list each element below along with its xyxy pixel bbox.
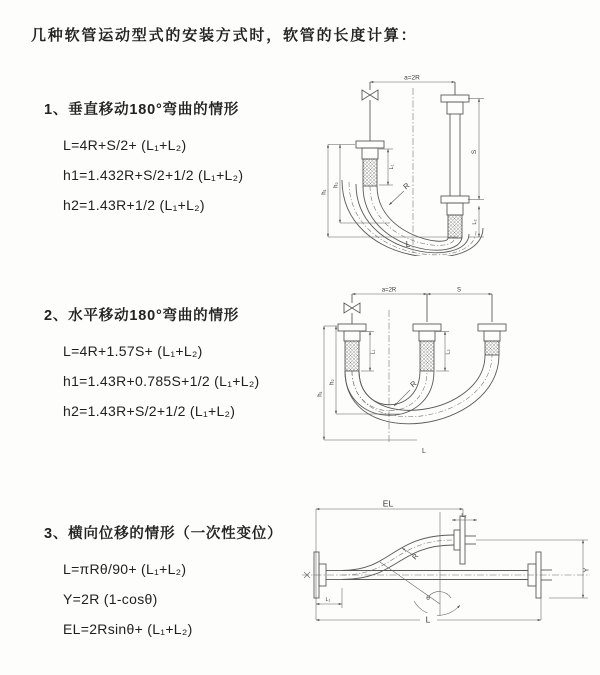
middle-pipe (413, 294, 441, 371)
formula-line: Y=2R (1-cosθ) (63, 591, 158, 607)
right-pipe (478, 294, 506, 355)
valve-icon (344, 303, 360, 313)
formula-line: h2=1.43R+S/2+1/2 (L₁+L₂) (63, 403, 236, 419)
dim-s-label: S (471, 149, 478, 155)
displaced-s-hose (342, 516, 476, 580)
formula-line: L=πRθ/90+ (L₁+L₂) (63, 561, 187, 577)
section-1-heading: 1、垂直移动180°弯曲的情形 (44, 102, 240, 118)
angle-label: θ (426, 595, 430, 602)
angle-construction (380, 512, 460, 616)
page-title: 几种软管运动型式的安装方式时，软管的长度计算： (31, 27, 418, 44)
dim-a2r-label: a=2R (381, 287, 397, 294)
diagram-lateral-displacement (300, 500, 595, 632)
length-label: L (422, 448, 426, 455)
dim-l1-label: L₁ (389, 164, 395, 170)
dimension-lines (316, 509, 588, 620)
section-1 (44, 100, 319, 220)
dimension-lines (328, 82, 484, 237)
formula-line: EL=2Rsinθ+ (L₁+L₂) (63, 621, 193, 637)
dim-l1-label: L₁ (325, 597, 331, 603)
dim-y-label: Y (583, 567, 591, 573)
dimension-labels (326, 500, 591, 625)
dim-l2-label: L₂ (472, 219, 478, 225)
section-3 (44, 524, 319, 644)
formula-line: h1=1.43R+0.785S+1/2 (L₁+L₂) (63, 373, 260, 389)
length-label: L (405, 240, 411, 249)
dim-h2-label: h₂ (333, 182, 340, 188)
radius-label: R (411, 552, 421, 562)
formula-line: L=4R+1.57S+ (L₁+L₂) (63, 343, 203, 359)
dim-l2-label: L₂ (461, 513, 467, 519)
formula-line: h1=1.432R+S/2+1/2 (L₁+L₂) (63, 167, 244, 183)
dim-s-label: S (456, 287, 462, 294)
left-pipe (356, 82, 384, 186)
dim-h1-label: h₁ (317, 391, 324, 397)
dim-el-label: EL (382, 500, 394, 509)
section-3-heading: 3、横向位移的情形（一次性变位） (44, 526, 283, 542)
right-pipe (441, 82, 469, 238)
horizontal-bend-drawing (312, 282, 532, 460)
valve-icon (362, 90, 378, 100)
diagram-horizontal-bend (312, 282, 532, 460)
lateral-displacement-drawing (300, 500, 595, 632)
dim-l1-label: L₁ (370, 349, 377, 355)
section-2 (44, 306, 319, 426)
left-pipe (338, 294, 366, 371)
vertical-bend-drawing (318, 68, 525, 256)
dim-a2r-label: a=2R (404, 74, 420, 82)
formula-line: h2=1.43R+1/2 (L₁+L₂) (63, 197, 205, 213)
diagram-vertical-bend (318, 68, 525, 256)
section-2-heading: 2、水平移动180°弯曲的情形 (44, 308, 240, 324)
dim-l2-label: L₂ (445, 349, 452, 355)
dim-l-label: L (425, 614, 431, 625)
formula-line: L=4R+S/2+ (L₁+L₂) (63, 137, 187, 153)
radius-label: R (401, 180, 412, 192)
dim-h2-label: h₂ (329, 379, 336, 385)
dim-h1-label: h₁ (321, 189, 328, 195)
radius-label: R (408, 378, 419, 390)
